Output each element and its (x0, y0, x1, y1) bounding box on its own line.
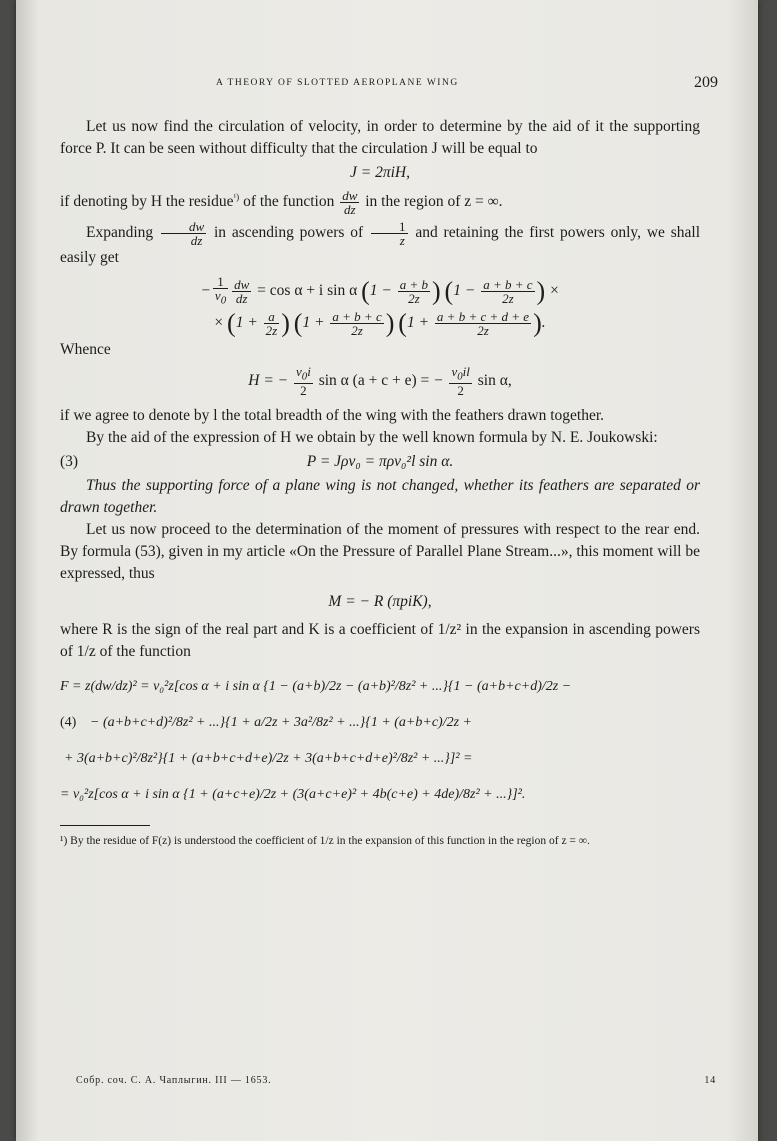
paragraph-moment: Let us now proceed to the determination of the moment of pressures with respect to the rear end. By formula (53), given in my article «On the Pressure of Parallel Plane Stream...», this moment will be expressed, thus (60, 521, 700, 583)
paragraph-joukowski: By the aid of the expression of H we obtain by the well known formula by N. E. Joukowski: (86, 429, 658, 447)
equation-expansion-line2: × (1 + $\frac{a}{2z}$ ) (1 + $\frac{a + b + c}{2z}$ ) (1 + $\frac{a + b + c + d + e}{2z}$ ). (214, 308, 546, 338)
equation-M: M = − R (πpiK), (328, 593, 432, 611)
equation-4-line-4: = v₀²z[cos α + i sin α {1 + (a+c+e)/2z + (3(a+c+e)² + 4b(c+e) + 4de)/8z² + ...}]². (60, 787, 526, 803)
equation-4-line-2: − (a+b+c+d)²/8z² + ...}{1 + a/2z + 3a²/8z² + ...}{1 + (a+b+c)/2z + (90, 715, 472, 731)
equation-expansion-line1: − $\frac{1}{v_0}$ $\frac{dw}{dz}$ = cos α + i sin α (1 − $\frac{a + b}{2z}$ ) (1 − $\frac{a + b + c}{2z}$ ) × (200, 274, 560, 307)
equation-4 (60, 669, 700, 813)
page-number: 209 (694, 74, 718, 91)
signature-text: Собр. соч. С. А. Чаплыгин. III — 1653. (76, 1075, 272, 1086)
equation-4-label: (4) (60, 715, 77, 731)
equation-4-line-3: + 3(a+b+c)²/8z²}{1 + (a+b+c+d+e)/2z + 3(a+b+c+d+e)²/8z² + ...}]² = (64, 751, 473, 767)
word-whence: Whence (60, 340, 111, 358)
printer-signature (76, 1075, 716, 1086)
equation-H: H = − $\frac{v_0i}{2}$ sin α (a + c + e) = − $\frac{v_0il}{2}$ sin α, (248, 363, 512, 399)
paragraph-supporting-force: Thus the supporting force of a plane wing is not changed, whether its feathers are separated or drawn together. (60, 477, 700, 517)
sheet-number: 14 (704, 1075, 716, 1086)
footnote: ¹) By the residue of F(z) is understood the coefficient of 1/z in the expansion of this function in the region of z = ∞. (60, 835, 590, 848)
paragraph-expanding: Expanding $\frac{dw}{dz}$ in ascending powers of $\frac{1}{z}$ and retaining the first powers only, we shall easily get (60, 219, 701, 267)
paragraph-breadth: if we agree to denote by l the total breadth of the wing with the feathers drawn together. (60, 407, 605, 425)
running-title: A THEORY OF SLOTTED AEROPLANE WING (216, 78, 459, 88)
paragraph-residue: if denoting by H the residue$^{^1)}$ of the function $\frac{dw}{dz}$ in the region of z = ∞. (60, 188, 503, 218)
equation-3-label: (3) (60, 453, 79, 471)
footnote-rule (60, 825, 150, 826)
paragraph-coefficient: where R is the sign of the real part and K is a coefficient of 1/z² in the expansion in ascending powers of 1/z of the function (60, 621, 700, 661)
equation-4-line-1: F = z(dw/dz)² = v₀²z[cos α + i sin α {1 − (a+b)/2z − (a+b)²/8z² + ...}{1 − (a+b+c+d)/2z − (60, 679, 572, 695)
fraction-dw-dz: $\frac{dw}{dz}$ (342, 188, 358, 218)
equation-3: (3) P = Jρv₀ = πρv₀²l sin α. (60, 451, 700, 475)
paragraph-circulation: Let us now find the circulation of velocity, in order to determine by the aid of it the supporting force P. It can be seen without difficulty that the circulation J will be equal to (60, 118, 700, 157)
equation-circulation: J = 2πiH, (350, 164, 410, 181)
book-page (16, 0, 758, 1141)
page-body (60, 116, 700, 850)
